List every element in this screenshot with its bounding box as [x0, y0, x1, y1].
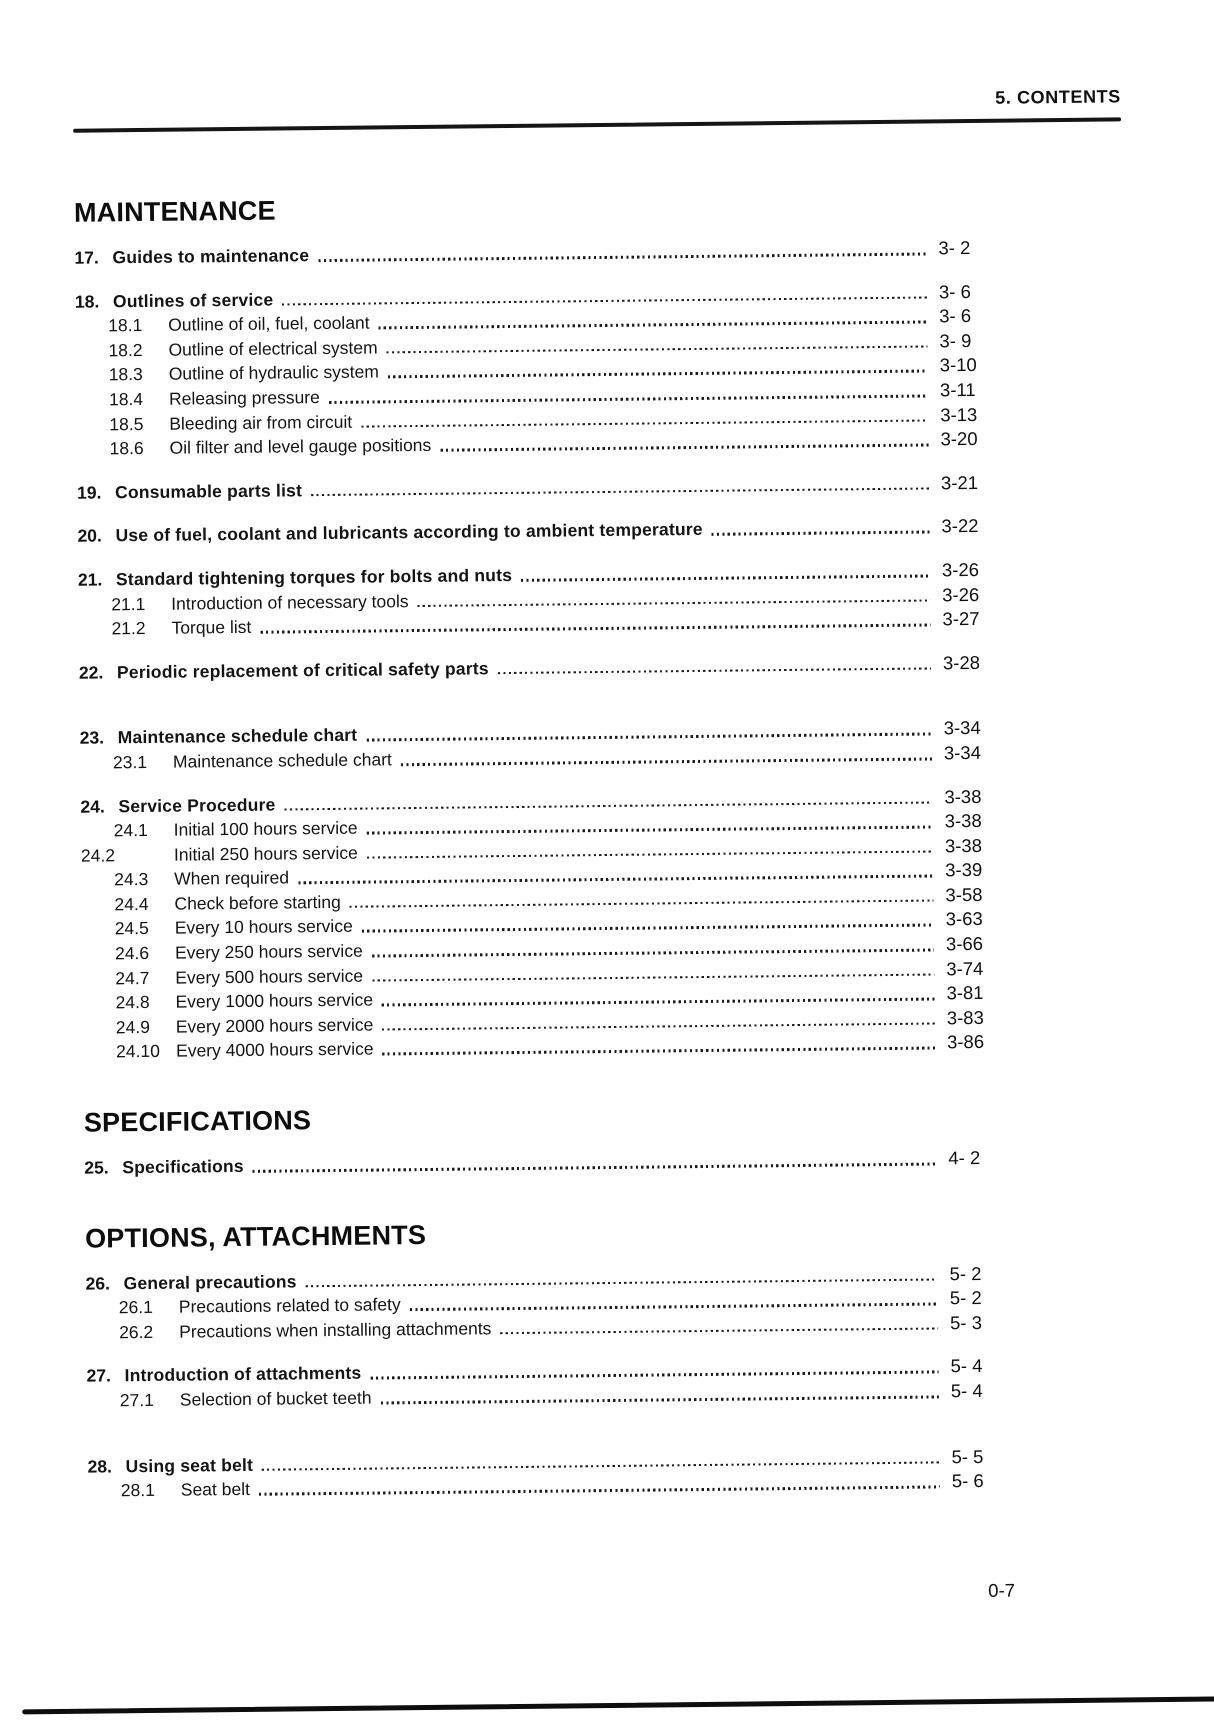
- toc-entry-page: 3-66: [945, 932, 984, 955]
- dot-leader: [298, 875, 933, 884]
- toc-entry-number: 18.1: [108, 315, 143, 336]
- dot-leader: [382, 1022, 935, 1031]
- toc-entry: [74, 236, 1000, 271]
- toc-entry-page: 3- 9: [939, 329, 972, 352]
- page-header: [73, 86, 1121, 118]
- toc-entry-page: 3-26: [941, 558, 980, 581]
- toc-entry-number: 24.3: [114, 869, 149, 890]
- toc-entry-page: 3-34: [943, 717, 981, 739]
- toc-entry-number: 28.: [87, 1455, 113, 1477]
- dot-leader: [350, 899, 934, 908]
- toc-entry-page: 3-74: [946, 957, 984, 979]
- toc-entry-page: 3-38: [944, 785, 982, 807]
- toc-entry-page: 3-10: [939, 354, 977, 376]
- toc: [74, 187, 1014, 1504]
- toc-entry-page: 3-39: [945, 859, 983, 881]
- toc-entry-number: 23.: [79, 727, 105, 749]
- toc-entry-number: 27.: [86, 1365, 112, 1387]
- toc-entry-page: 3-34: [943, 741, 982, 764]
- toc-entry-number: 22.: [78, 662, 104, 683]
- toc-entry-page: 3-63: [945, 908, 983, 930]
- toc-entry-title: Initial 250 hours service: [173, 842, 358, 865]
- toc-group: [78, 558, 1005, 642]
- dot-leader: [440, 444, 928, 452]
- dot-leader: [367, 826, 933, 835]
- dot-leader: [498, 667, 931, 674]
- toc-group: [86, 1354, 1012, 1413]
- page-header-title: 5. CONTENTS: [995, 86, 1121, 108]
- toc-entry-number: 24.5: [114, 918, 149, 939]
- toc-entry-page: 3- 6: [939, 305, 972, 327]
- toc-group: [85, 1261, 1012, 1345]
- toc-entry-page: 3-22: [941, 515, 979, 537]
- dot-leader: [318, 253, 926, 262]
- toc-entry-number: 26.1: [118, 1297, 154, 1318]
- toc-entry-page: 3- 6: [938, 280, 971, 302]
- toc-entry-page: 5- 4: [950, 1379, 983, 1402]
- toc-entry-number: 24.1: [113, 820, 148, 841]
- toc-entry-title: Consumable parts list: [114, 480, 303, 503]
- toc-entry-page: 3-21: [940, 471, 979, 494]
- dot-leader: [329, 394, 928, 403]
- toc-entry-title: General precautions: [123, 1271, 297, 1293]
- dot-leader: [418, 599, 931, 607]
- toc-entry-title: Maintenance schedule chart: [172, 749, 392, 772]
- section-heading: MAINTENANCE: [73, 195, 276, 228]
- toc-entry-page: 5- 4: [950, 1355, 983, 1377]
- bottom-scan-line: [22, 1696, 1214, 1714]
- toc-entry-number: 20.: [77, 525, 102, 547]
- toc-entry-title: Specifications: [122, 1155, 244, 1178]
- toc-entry-number: 25.: [84, 1157, 109, 1178]
- section-heading: SPECIFICATIONS: [83, 1105, 312, 1138]
- dot-leader: [500, 1327, 938, 1334]
- toc-entry-number: 21.2: [111, 618, 146, 639]
- toc-entry-title: Initial 100 hours service: [173, 817, 358, 840]
- toc-entry-title: Standard tightening torques for bolts and nuts: [115, 564, 513, 590]
- toc-entry-number: 24.9: [115, 1016, 150, 1038]
- toc-entry-title: Releasing pressure: [168, 387, 320, 409]
- toc-entry-number: 18.: [74, 291, 100, 312]
- toc-entry-page: 5- 2: [949, 1262, 982, 1284]
- page-footer: [89, 1579, 1015, 1611]
- toc-entry-page: 3-81: [946, 982, 984, 1004]
- dot-leader: [362, 924, 934, 933]
- dot-leader: [383, 1047, 936, 1056]
- toc-entry-number: 18.3: [108, 364, 143, 385]
- dot-leader: [260, 624, 930, 634]
- toc-entry-title: Outlines of service: [112, 289, 274, 311]
- dot-leader: [370, 1371, 938, 1380]
- toc-entry-title: Every 2000 hours service: [175, 1014, 374, 1037]
- toc-entry-number: 24.8: [115, 992, 150, 1013]
- dot-leader: [712, 531, 930, 536]
- toc-entry-page: 3-20: [940, 428, 978, 450]
- dot-leader: [521, 574, 930, 581]
- toc-group: [87, 1444, 1013, 1503]
- toc-group: [84, 1146, 1010, 1181]
- toc-entry-title: Every 1000 hours service: [175, 989, 374, 1012]
- toc-entry-title: Service Procedure: [118, 794, 276, 816]
- toc-entry-number: 18.4: [108, 388, 144, 410]
- dot-leader: [253, 1162, 937, 1172]
- toc-entry-number: 24.6: [114, 943, 150, 964]
- toc-entry-number: 24.4: [114, 893, 149, 915]
- toc-entry-number: 26.: [85, 1273, 111, 1294]
- toc-entry-number: 27.1: [119, 1389, 155, 1411]
- toc-entry-page: 4- 2: [948, 1147, 981, 1169]
- toc-entry-page: 3-11: [939, 378, 976, 401]
- toc-entry-page: 5- 5: [951, 1445, 984, 1467]
- dot-leader: [282, 296, 927, 306]
- toc-entry-page: 3- 2: [938, 237, 971, 259]
- toc-entry: [77, 514, 1003, 549]
- toc-entry: [77, 470, 1003, 505]
- toc-entry-page: 3-13: [940, 403, 978, 425]
- toc-entry-title: Use of fuel, coolant and lubricants according to ambient temperature: [115, 519, 703, 546]
- toc-entry-title: Bleeding air from circuit: [169, 411, 353, 434]
- toc-group: [77, 514, 1003, 549]
- toc-entry-page: 5- 3: [949, 1311, 983, 1334]
- toc-group: [79, 650, 1005, 685]
- toc-entry-title: Introduction of necessary tools: [171, 590, 409, 614]
- toc-entry-title: Oil filter and level gauge positions: [169, 435, 432, 458]
- toc-entry-page: 5- 2: [949, 1287, 982, 1309]
- toc-group: [80, 716, 1006, 775]
- dot-leader: [285, 801, 933, 811]
- toc-entry-title: Precautions when installing attachments: [179, 1318, 492, 1342]
- toc-entry-title: Outline of electrical system: [168, 337, 378, 360]
- toc-entry-title: Check before starting: [174, 891, 341, 914]
- dot-leader: [379, 321, 928, 330]
- toc-entry-title: Periodic replacement of critical safety parts: [116, 657, 489, 683]
- toc-entry-title: Outline of oil, fuel, coolant: [168, 312, 370, 335]
- dot-leader: [410, 1303, 938, 1311]
- toc-entry-number: 24.10: [115, 1041, 160, 1062]
- toc-group: [77, 470, 1003, 505]
- toc-entry-number: 28.1: [120, 1480, 156, 1501]
- toc-group: [74, 236, 1000, 271]
- dot-leader: [361, 419, 928, 428]
- toc-entry-title: Every 4000 hours service: [175, 1038, 374, 1062]
- toc-entry-title: Outline of hydraulic system: [168, 361, 379, 385]
- dot-leader: [366, 733, 931, 742]
- toc-entry-title: Guides to maintenance: [112, 245, 310, 268]
- dot-leader: [388, 370, 928, 378]
- toc-entry-title: Every 250 hours service: [174, 940, 363, 963]
- toc-entry-number: 18.5: [109, 413, 144, 434]
- toc-entry-page: 3-38: [944, 834, 983, 857]
- toc-entry-title: Using seat belt: [125, 1454, 254, 1476]
- toc-entry-number: 24.: [80, 795, 105, 817]
- toc-entry-number: 17.: [74, 247, 99, 268]
- toc-entry-page: 3-58: [945, 883, 983, 906]
- toc-entry-number: 24.7: [115, 967, 150, 988]
- toc-entry-title: Introduction of attachments: [124, 1363, 362, 1386]
- toc-entry-page: 3-27: [942, 608, 980, 630]
- toc-entry-number: 23.1: [112, 751, 148, 773]
- toc-entry-page: 3-28: [942, 651, 981, 674]
- toc-entry-title: Torque list: [171, 616, 252, 638]
- toc-entry-page: 3-26: [942, 583, 980, 605]
- toc-entry-number: 18.6: [109, 438, 144, 459]
- toc-entry-title: Every 10 hours service: [174, 916, 353, 939]
- dot-leader: [382, 998, 935, 1007]
- toc-entry-number: 21.1: [111, 593, 146, 614]
- toc-entry-page: 5- 6: [951, 1470, 984, 1492]
- toc-entry-title: Seat belt: [180, 1479, 251, 1500]
- toc-entry-number: 26.2: [119, 1321, 154, 1343]
- toc-entry-page: 3-38: [944, 810, 982, 832]
- dot-leader: [367, 850, 933, 859]
- dot-leader: [306, 1278, 938, 1287]
- toc-group: [80, 784, 1009, 1065]
- toc-entry-title: Every 500 hours service: [175, 965, 364, 988]
- dot-leader: [259, 1486, 940, 1496]
- section-heading: OPTIONS, ATTACHMENTS: [84, 1219, 427, 1254]
- dot-leader: [401, 757, 932, 765]
- toc-entry-page: 3-83: [946, 1006, 984, 1029]
- toc-entry-title: Precautions related to safety: [178, 1294, 401, 1317]
- toc-entry-title: Selection of bucket teeth: [179, 1387, 372, 1410]
- dot-leader: [372, 973, 934, 982]
- dot-leader: [387, 345, 928, 353]
- toc-entry: [79, 650, 1005, 685]
- dot-leader: [262, 1461, 940, 1471]
- footer-page-number: 0-7: [988, 1579, 1016, 1601]
- toc-entry-page: 3-86: [946, 1031, 985, 1053]
- toc-group: [75, 279, 1003, 461]
- toc-entry-title: Maintenance schedule chart: [117, 725, 358, 748]
- toc-entry: [84, 1146, 1010, 1181]
- toc-entry-title: When required: [174, 867, 290, 889]
- header-rule: [73, 117, 1121, 132]
- toc-entry-number: 19.: [76, 482, 102, 503]
- dot-leader: [381, 1395, 939, 1404]
- toc-entry-number: 18.2: [108, 339, 143, 361]
- toc-entry-number: 21.: [77, 569, 103, 590]
- toc-entry-number: 24.2: [80, 845, 116, 866]
- dot-leader: [372, 949, 934, 958]
- dot-leader: [311, 487, 929, 496]
